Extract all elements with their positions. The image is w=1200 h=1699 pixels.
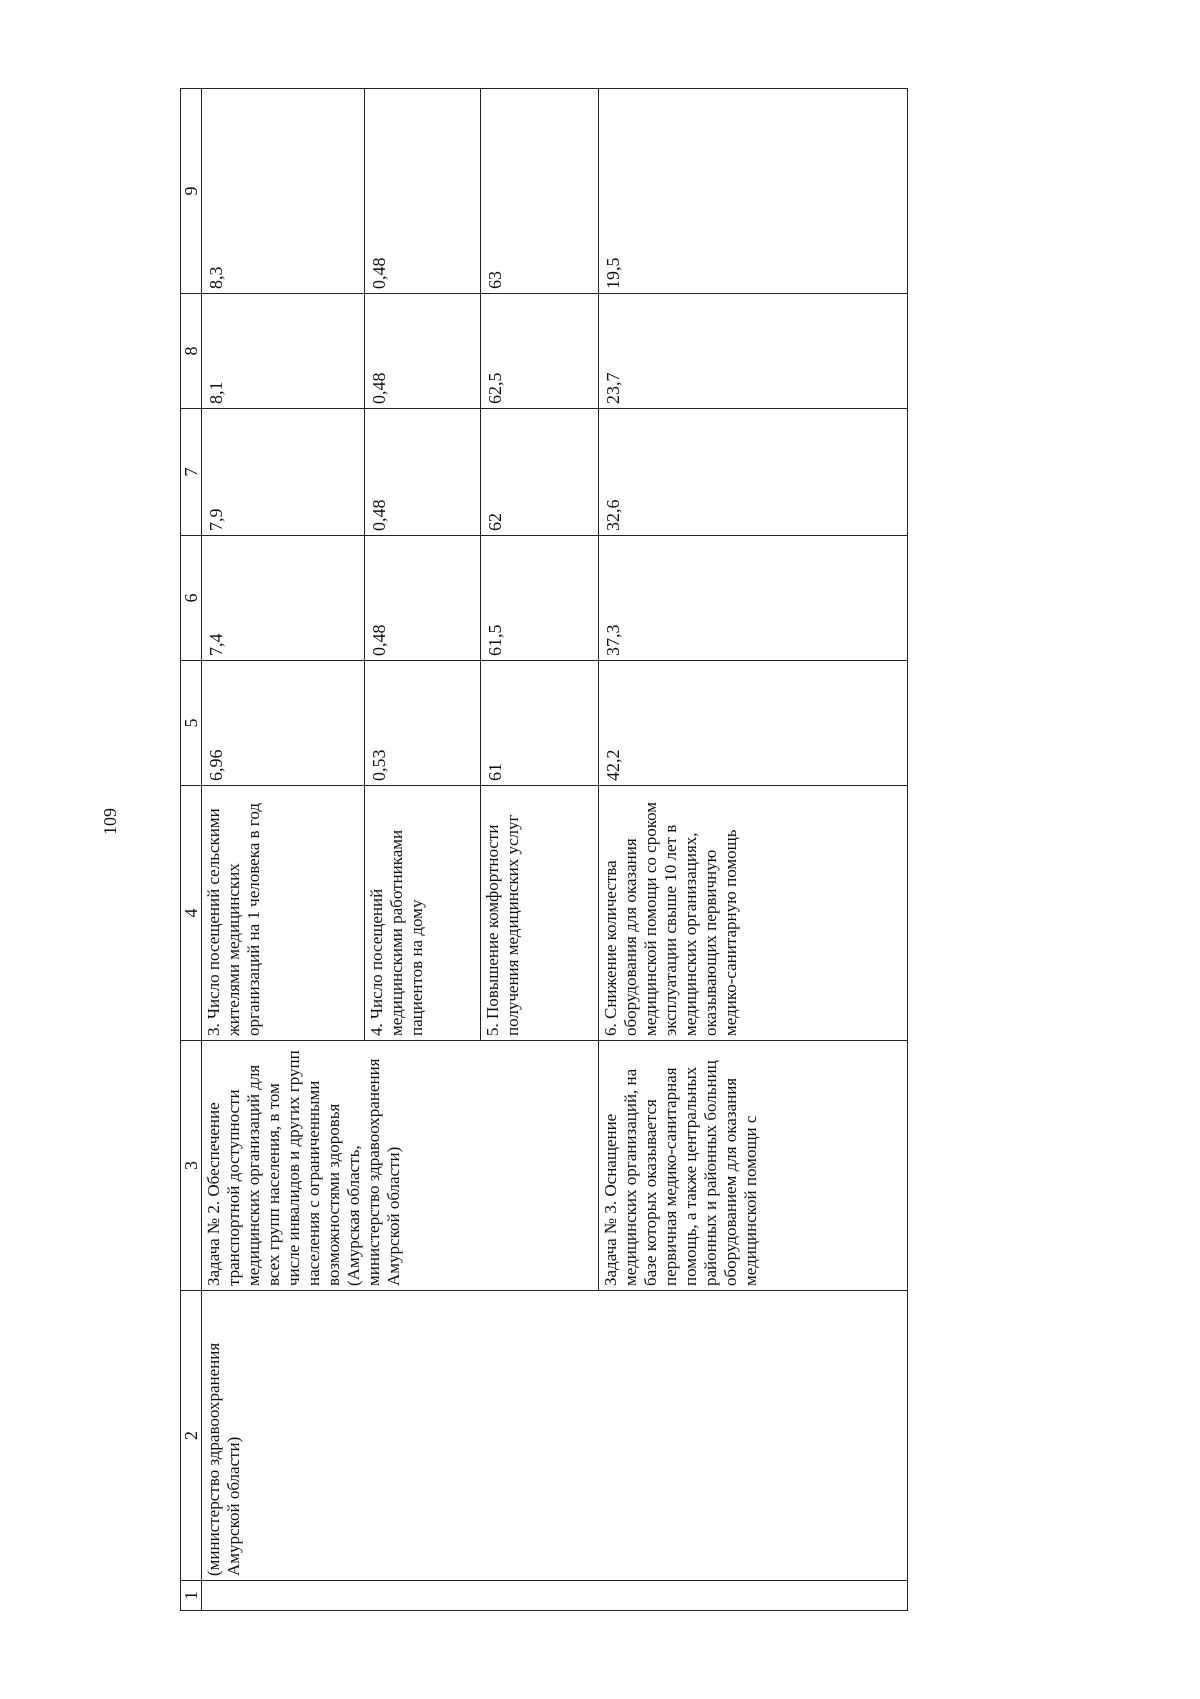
value-cell: 7,9 (202, 409, 365, 536)
indicator-name: 4. Число посещений медицинскими работниками пациентов на дому (365, 786, 481, 1041)
value-cell: 42,2 (599, 661, 908, 786)
indicator-name: 6. Снижение количества оборудования для оказания медицинской помощи со сроком эксплуатации свыше 10 лет в медицинских организациях, оказывающих первичную медико-санитарную помощь (599, 786, 908, 1041)
header-cell-4: 4 (181, 786, 202, 1041)
value-cell: 6,96 (202, 661, 365, 786)
rotated-table-container (180, 89, 930, 1611)
task2-cell: Задача № 2. Обеспечение транспортной доступности медицинских организаций для всех групп населения, в том числе инвалидов и других групп населения с ограниченными возможностями здоровья (Амурская область, министерство здравоохранения Амурской области) (202, 1041, 599, 1291)
value-cell: 63 (481, 89, 599, 294)
value-cell: 8,1 (202, 294, 365, 409)
col1-cell (202, 1581, 908, 1611)
task3-cell: Задача № 3. Оснащение медицинских организаций, на базе которых оказывается первичная медико-санитарная помощь, а также центральных районных и районных больниц оборудованием для оказания медицинской помощи с (599, 1041, 908, 1291)
indicator-name: 3. Число посещений сельскими жителями медицинских организаций на 1 человека в год (202, 786, 365, 1041)
indicator-name: 5. Повышение комфортности получения медицинских услуг (481, 786, 599, 1041)
data-table (180, 88, 908, 1611)
value-cell: 0,48 (365, 409, 481, 536)
value-cell: 61 (481, 661, 599, 786)
value-cell: 32,6 (599, 409, 908, 536)
header-cell-6: 6 (181, 536, 202, 661)
value-cell: 62,5 (481, 294, 599, 409)
header-cell-3: 3 (181, 1041, 202, 1291)
value-cell: 8,3 (202, 89, 365, 294)
col2-cell: (министерство здравоохранения Амурской области) (202, 1291, 908, 1581)
value-cell: 0,48 (365, 294, 481, 409)
value-cell: 0,48 (365, 536, 481, 661)
header-cell-7: 7 (181, 409, 202, 536)
value-cell: 62 (481, 409, 599, 536)
value-cell: 37,3 (599, 536, 908, 661)
value-cell: 61,5 (481, 536, 599, 661)
header-row (181, 89, 202, 1611)
page-number: 109 (100, 808, 120, 835)
table-row (202, 89, 365, 1611)
value-cell: 0,48 (365, 89, 481, 294)
header-cell-1: 1 (181, 1581, 202, 1611)
value-cell: 23,7 (599, 294, 908, 409)
value-cell: 7,4 (202, 536, 365, 661)
value-cell: 0,53 (365, 661, 481, 786)
header-cell-9: 9 (181, 89, 202, 294)
header-cell-2: 2 (181, 1291, 202, 1581)
header-cell-5: 5 (181, 661, 202, 786)
header-cell-8: 8 (181, 294, 202, 409)
value-cell: 19,5 (599, 89, 908, 294)
